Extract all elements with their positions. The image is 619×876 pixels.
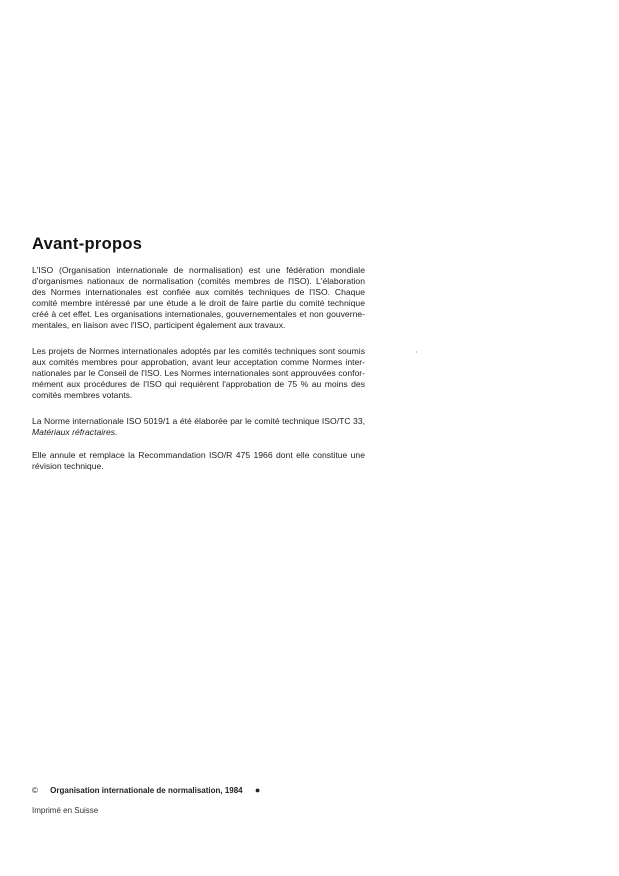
printed-in-text: Imprimé en Suisse <box>32 806 99 815</box>
text-line: La Norme internationale ISO 5019/1 a été élaborée par le comité technique ISO/TC 33, <box>32 416 365 426</box>
paragraph-iso-intro <box>32 265 365 331</box>
text-line: L'ISO (Organisation internationale de normalisation) est une fédération mondiale <box>32 265 365 275</box>
copyright-line <box>32 785 260 795</box>
paragraph-approval-process <box>32 346 365 401</box>
copyright-text: Organisation internationale de normalisation, 1984 <box>50 786 243 795</box>
text-line: Elle annule et remplace la Recommandation ISO/R 475 1966 dont elle constitue une <box>32 450 365 460</box>
text-line: nationales par le Conseil de l'ISO. Les Normes internationales sont approuvées confor- <box>32 368 365 378</box>
text-line: comités membres votants. <box>32 390 133 400</box>
copyright-icon: © <box>32 786 38 795</box>
text-line: d'organismes nationaux de normalisation (comités membres de l'ISO). L'élaboration <box>32 276 365 286</box>
text-line: des Normes internationales est confiée aux comités techniques de l'ISO. Chaque <box>32 287 365 297</box>
text-line: Les projets de Normes internationales adoptés par les comités techniques sont soumis <box>32 346 365 356</box>
text-line: comité membre intéressé par une étude a le droit de faire partie du comité technique <box>32 298 365 308</box>
committee-title: Matériaux réfractaires. <box>32 427 118 437</box>
paragraph-standard-origin <box>32 416 365 438</box>
paragraph-supersedes <box>32 450 365 472</box>
text-line: créé à cet effet. Les organisations internationales, gouvernementales et non gouverne- <box>32 309 365 319</box>
text-line: révision technique. <box>32 461 104 471</box>
section-title: Avant-propos <box>32 235 143 253</box>
text-line: aux comités membres pour approbation, avant leur acceptation comme Normes inter- <box>32 357 365 367</box>
text-line: mément aux procédures de l'ISO qui requièrent l'approbation de 75 % au moins des <box>32 379 365 389</box>
text-line: mentales, en liaison avec l'ISO, participent également aux travaux. <box>32 320 286 330</box>
bullet-icon: ● <box>254 785 261 795</box>
scan-speck <box>416 351 417 353</box>
